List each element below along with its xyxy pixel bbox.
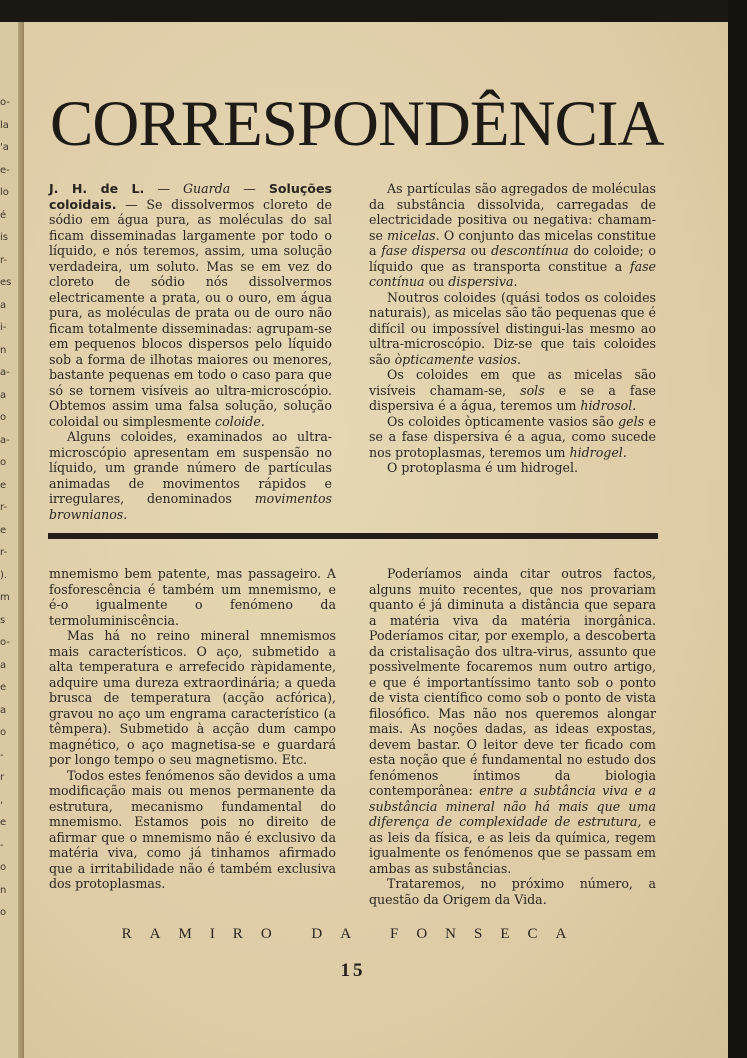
previous-page-fragment: o <box>0 907 7 918</box>
previous-page-fragment: m <box>0 592 10 603</box>
paragraph: mnemismo bem patente, mas passageiro. A fosforescência é também um mnemismo, e é-o igualmente o fenómeno da termoluminiscência. <box>49 566 336 628</box>
previous-page-fragment: , <box>0 794 4 806</box>
previous-page-fragment: s <box>0 614 6 626</box>
previous-page-fragment: n <box>0 344 7 356</box>
previous-page-fragment: o- <box>0 97 10 108</box>
previous-page-fragment: o <box>0 727 7 738</box>
previous-page-fragment: a- <box>0 367 10 378</box>
previous-page-fragment: o- <box>0 637 10 648</box>
previous-page-fragment: e <box>0 479 7 491</box>
previous-page-fragment: ). <box>0 569 8 581</box>
previous-page-fragment: é <box>0 209 7 221</box>
previous-page-fragment: la <box>0 119 9 131</box>
previous-page-fragment: o <box>0 862 7 873</box>
column-top-right <box>369 181 656 476</box>
background-edge <box>728 0 747 1058</box>
previous-page-fragment: o <box>0 457 7 468</box>
paragraph: O protoplasma é um hidrogel. <box>387 460 579 475</box>
topic-title: Soluções coloidais. <box>49 181 332 212</box>
previous-page-fragment: lo <box>0 187 9 198</box>
paragraph: Os coloides em que as micelas são visíveis chamam-se, sols e se a fase dispersiva é a água, teremos um hidrosol. <box>369 367 657 413</box>
previous-page-fragment: r <box>0 772 5 783</box>
correspondent-location: Guarda <box>182 181 231 196</box>
previous-page-fragment: - <box>0 839 4 851</box>
previous-page-fragment: e <box>0 524 7 536</box>
previous-page-fragment: e <box>0 682 7 693</box>
paragraph: J. H. de L. — Guarda — Soluções coloidais. — Se dissolvermos cloreto de sódio em água pura, as moléculas do sal ficam disseminadas largamente por todo o líquido, e nós teremos, assim, uma solução verdadeira, um soluto. Mas se em vez do cloreto de sódio nós dissolvermos electricamente a prata, ou o ouro, em água pura, as moléculas de prata ou de ouro não ficam totalmente disseminadas: agrupam-se em pequenos blocos dispersos pelo líquido sob a forma de ilhotas maiores ou menores, bastante pequenas em todo o caso para que só se tornem visíveis ao ultra-microscópio. Obtemos assim uma falsa solução, solução coloidal ou simplesmente coloide. <box>49 181 332 429</box>
column-top-left <box>49 181 332 522</box>
previous-page-fragment: o <box>0 412 7 423</box>
correspondent-name: J. H. de L. <box>49 181 145 196</box>
previous-page-fragment: a <box>0 389 7 401</box>
previous-page-fragment: is <box>0 232 8 243</box>
page-number: 15 <box>340 960 366 981</box>
paragraph: Alguns coloides, examinados ao ultra-microscópio apresentam em suspensão no líquido, um grande número de partículas animadas de movimentos rápidos e irregulares, denominados movimentos brownianos. <box>49 429 332 522</box>
previous-page-fragment: r- <box>0 254 8 266</box>
previous-page-fragment: - <box>0 749 4 761</box>
column-bottom-right <box>369 566 656 907</box>
paragraph: Noutros coloides (quási todos os coloides naturais), as micelas são tão pequenas que é difícil ou impossível distingui-las mesmo ao ultra-microscópio. Diz-se que tais coloides são òpticamente vasios. <box>369 289 656 367</box>
previous-page-fragment: a <box>0 299 7 311</box>
previous-page-fragment: 'a <box>0 142 9 153</box>
paragraph: Poderíamos ainda citar outros factos, alguns muito recentes, que nos provariam quanto é já diminuta a distância que separa a matéria viva da matéria inorgânica. Poderíamos citar, por exemplo, a descoberta da cristalisação dos ultra-virus, assunto que possìvelmente focaremos num outro artigo, e que é importantíssimo tanto sob o ponto de vista científico como sob o ponto de vista filosófico. Mas não nos queremos alongar mais. As noções dadas, as ideas expostas, devem bastar. O leitor deve ter ficado com esta noção que é fundamental no estudo dos fenómenos íntimos da biologia contemporânea: entre a subtância viva e a substância mineral não há mais que uma diferença de complexidade de estrutura, e as leis da física, e as leis da química, regem igualmente os fenómenos que se passam em ambas as substâncias. <box>369 566 656 876</box>
author-signature: RAMIRO DA FONSECA <box>121 926 585 942</box>
page-title: CORRESPONDÊNCIA <box>50 88 664 160</box>
previous-page-fragment: r- <box>0 547 8 558</box>
paragraph: Mas há no reino mineral mnemismos mais característicos. O aço, submetido a alta temperatura e arrefecido ràpidamente, adquire uma dureza extraordinária; a queda brusca de temperatura (acção acfórica), gravou no aço um engrama característico (a têmpera). Submetido à acção dum campo magnético, o aço magnetisa-se e guardará por longo tempo o seu magnetismo. Etc. <box>49 628 336 767</box>
previous-page-fragment: a <box>0 659 7 671</box>
paragraph: Os coloides òpticamente vasios são gels e se a fase dispersiva é a agua, como sucede nos protoplasmas, teremos um hidrogel. <box>369 413 656 460</box>
previous-page-fragment: r- <box>0 502 8 513</box>
previous-page-fragment: e- <box>0 164 10 176</box>
column-bottom-left <box>49 566 336 892</box>
previous-page-fragment: i- <box>0 322 7 333</box>
paragraph: Trataremos, no próximo número, a questão da Origem da Vida. <box>369 876 656 907</box>
previous-page-fragment: a- <box>0 434 10 446</box>
previous-page-fragment: n <box>0 884 7 896</box>
previous-page-fragment: e <box>0 817 7 828</box>
paragraph: As partículas são agregados de moléculas da substância dissolvida, carregadas de electricidade positiva ou negativa: chamam-se micelas. O conjunto das micelas constitue a fase dispersa ou descontínua do coloide; o líquido que as transporta constitue a fase contínua ou dispersiva. <box>369 181 656 289</box>
previous-page-fragment: a <box>0 704 7 716</box>
paragraph: Todos estes fenómenos são devidos a uma modificação mais ou menos permanente da estrutura, mecanismo fundamental do mnemismo. Estamos pois no direito de afirmar que o mnemismo não é exclusivo da matéria viva, como já tinhamos afirmado que a irritabilidade não é também exclusiva dos protoplasmas. <box>49 767 336 891</box>
section-divider <box>48 533 658 539</box>
previous-page-fragment: es <box>0 277 12 288</box>
